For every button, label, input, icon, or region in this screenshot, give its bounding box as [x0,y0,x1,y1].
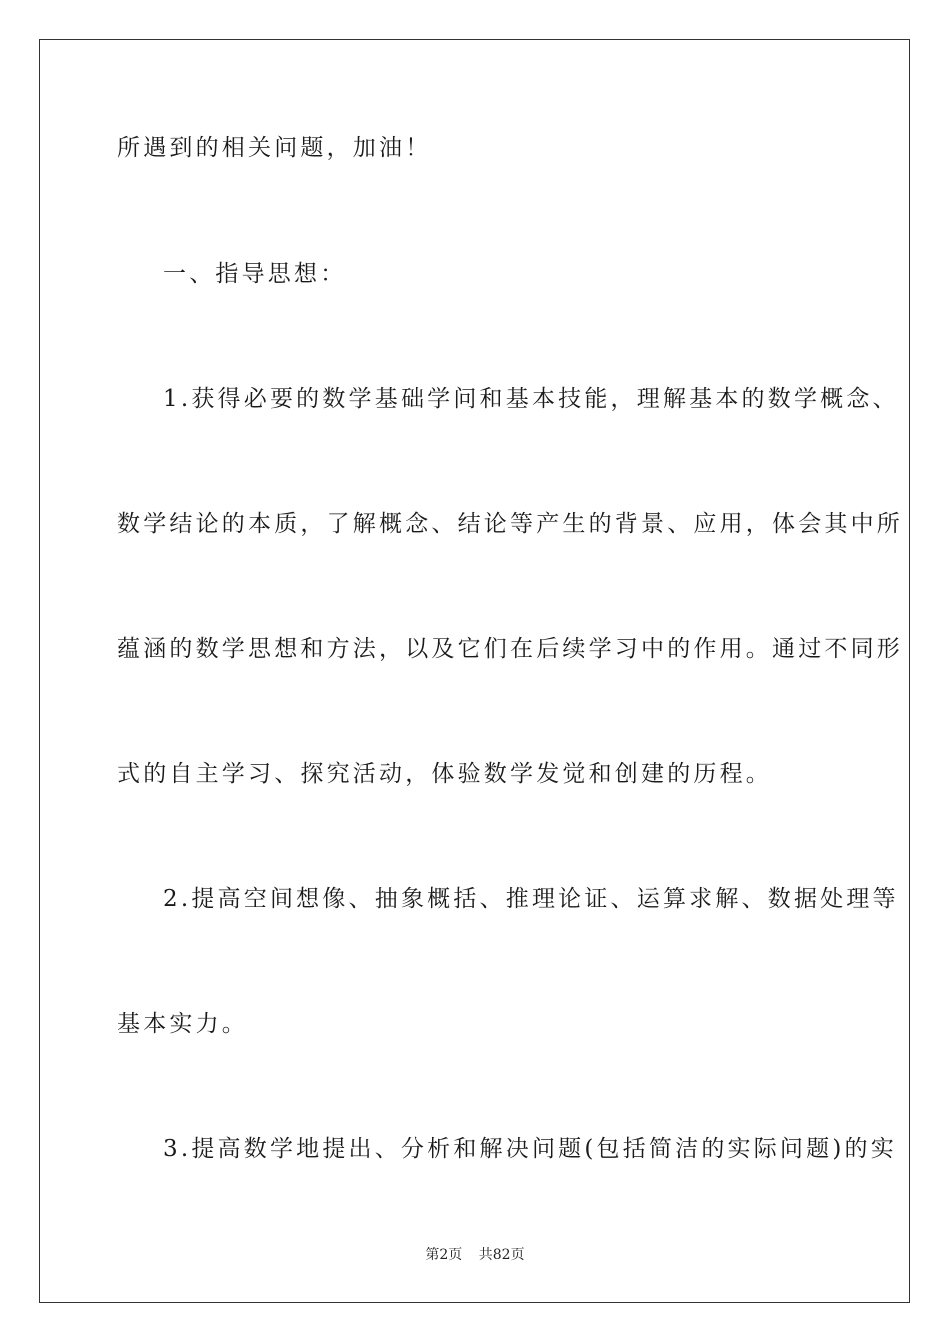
text-line: 2.提高空间想像、抽象概括、推理论证、运算求解、数据处理等 [163,886,899,912]
page-total: 共82页 [478,1247,525,1263]
page-number: 第2页 [425,1247,463,1263]
text-line: 1.获得必要的数学基础学问和基本技能，理解基本的数学概念、 [163,386,899,412]
text-line: 基本实力。 [117,1011,248,1037]
page-footer [0,1245,950,1265]
text-line: 式的自主学习、探究活动，体验数学发觉和创建的历程。 [117,761,772,787]
text-line: 蕴涵的数学思想和方法，以及它们在后续学习中的作用。通过不同形 [117,636,903,662]
page-border [39,39,910,1303]
section-heading: 一、指导思想： [163,261,347,287]
text-line: 数学结论的本质，了解概念、结论等产生的背景、应用，体会其中所 [117,511,903,537]
text-line: 3.提高数学地提出、分析和解决问题(包括简洁的实际问题)的实 [163,1136,897,1162]
text-line: 所遇到的相关问题，加油！ [117,135,432,161]
